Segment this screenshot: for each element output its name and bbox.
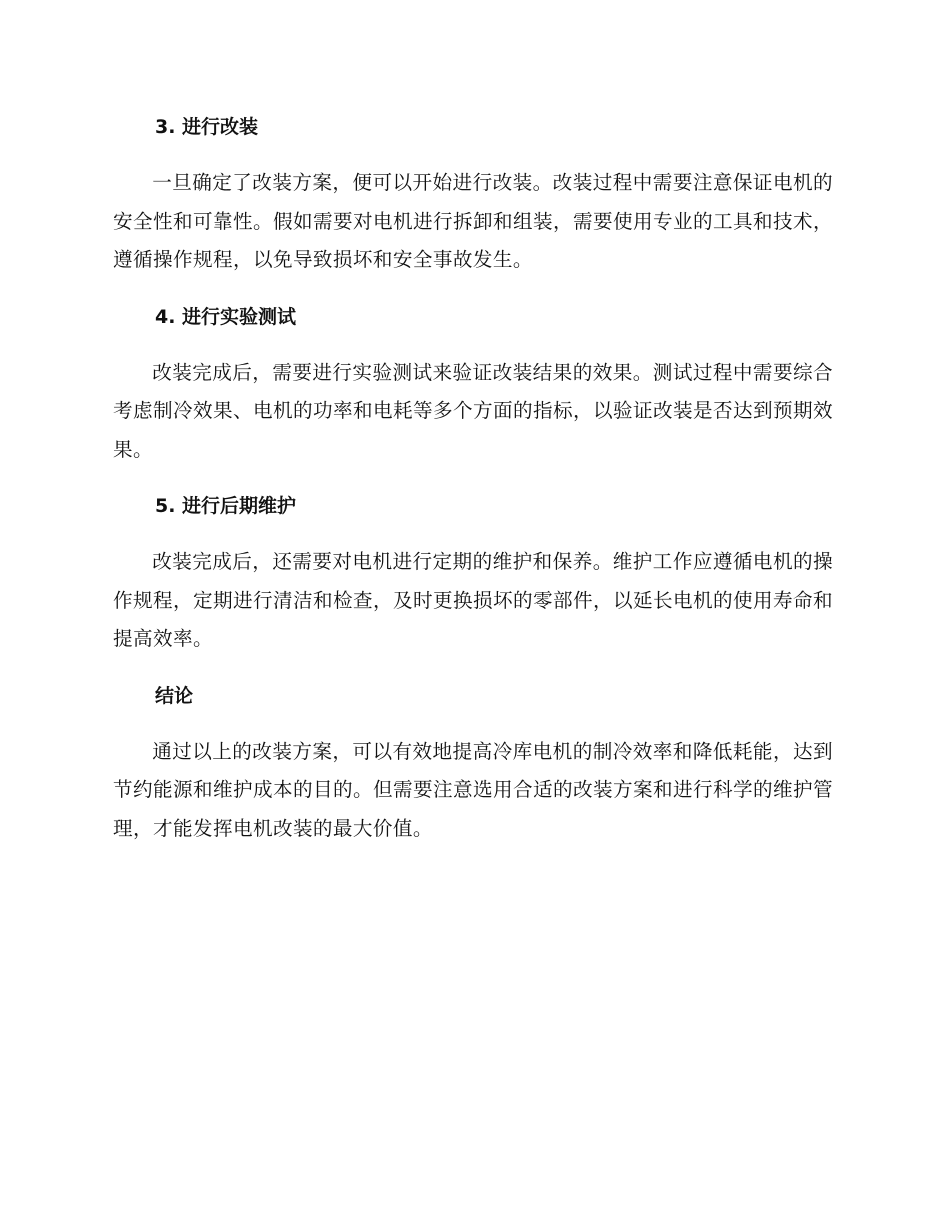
section-paragraph-conclusion: 通过以上的改装方案，可以有效地提高冷库电机的制冷效率和降低耗能，达到节约能源和维护成本的目的。但需要注意选用合适的改装方案和进行科学的维护管理，才能发挥电机改装的最大价值。 bbox=[113, 739, 833, 840]
section-heading-testing: 4. 进行实验测试 bbox=[155, 305, 297, 328]
document-body bbox=[113, 112, 833, 870]
section-paragraph-install: 一旦确定了改装方案，便可以开始进行改装。改装过程中需要注意保证电机的安全性和可靠性。假如需要对电机进行拆卸和组装，需要使用专业的工具和技术，遵循操作规程，以免导致损坏和安全事故发生。 bbox=[113, 171, 833, 271]
section-heading-conclusion: 结论 bbox=[155, 684, 194, 707]
section-paragraph-maintenance: 改装完成后，还需要对电机进行定期的维护和保养。维护工作应遵循电机的操作规程，定期进行清洁和检查，及时更换损坏的零部件，以延长电机的使用寿命和提高效率。 bbox=[113, 550, 833, 650]
section-paragraph-testing: 改装完成后，需要进行实验测试来验证改装结果的效果。测试过程中需要综合考虑制冷效果、电机的功率和电耗等多个方面的指标，以验证改装是否达到预期效果。 bbox=[113, 360, 833, 461]
section-heading-maintenance: 5. 进行后期维护 bbox=[155, 495, 297, 517]
section-heading-install: 3. 进行改装 bbox=[155, 116, 259, 138]
